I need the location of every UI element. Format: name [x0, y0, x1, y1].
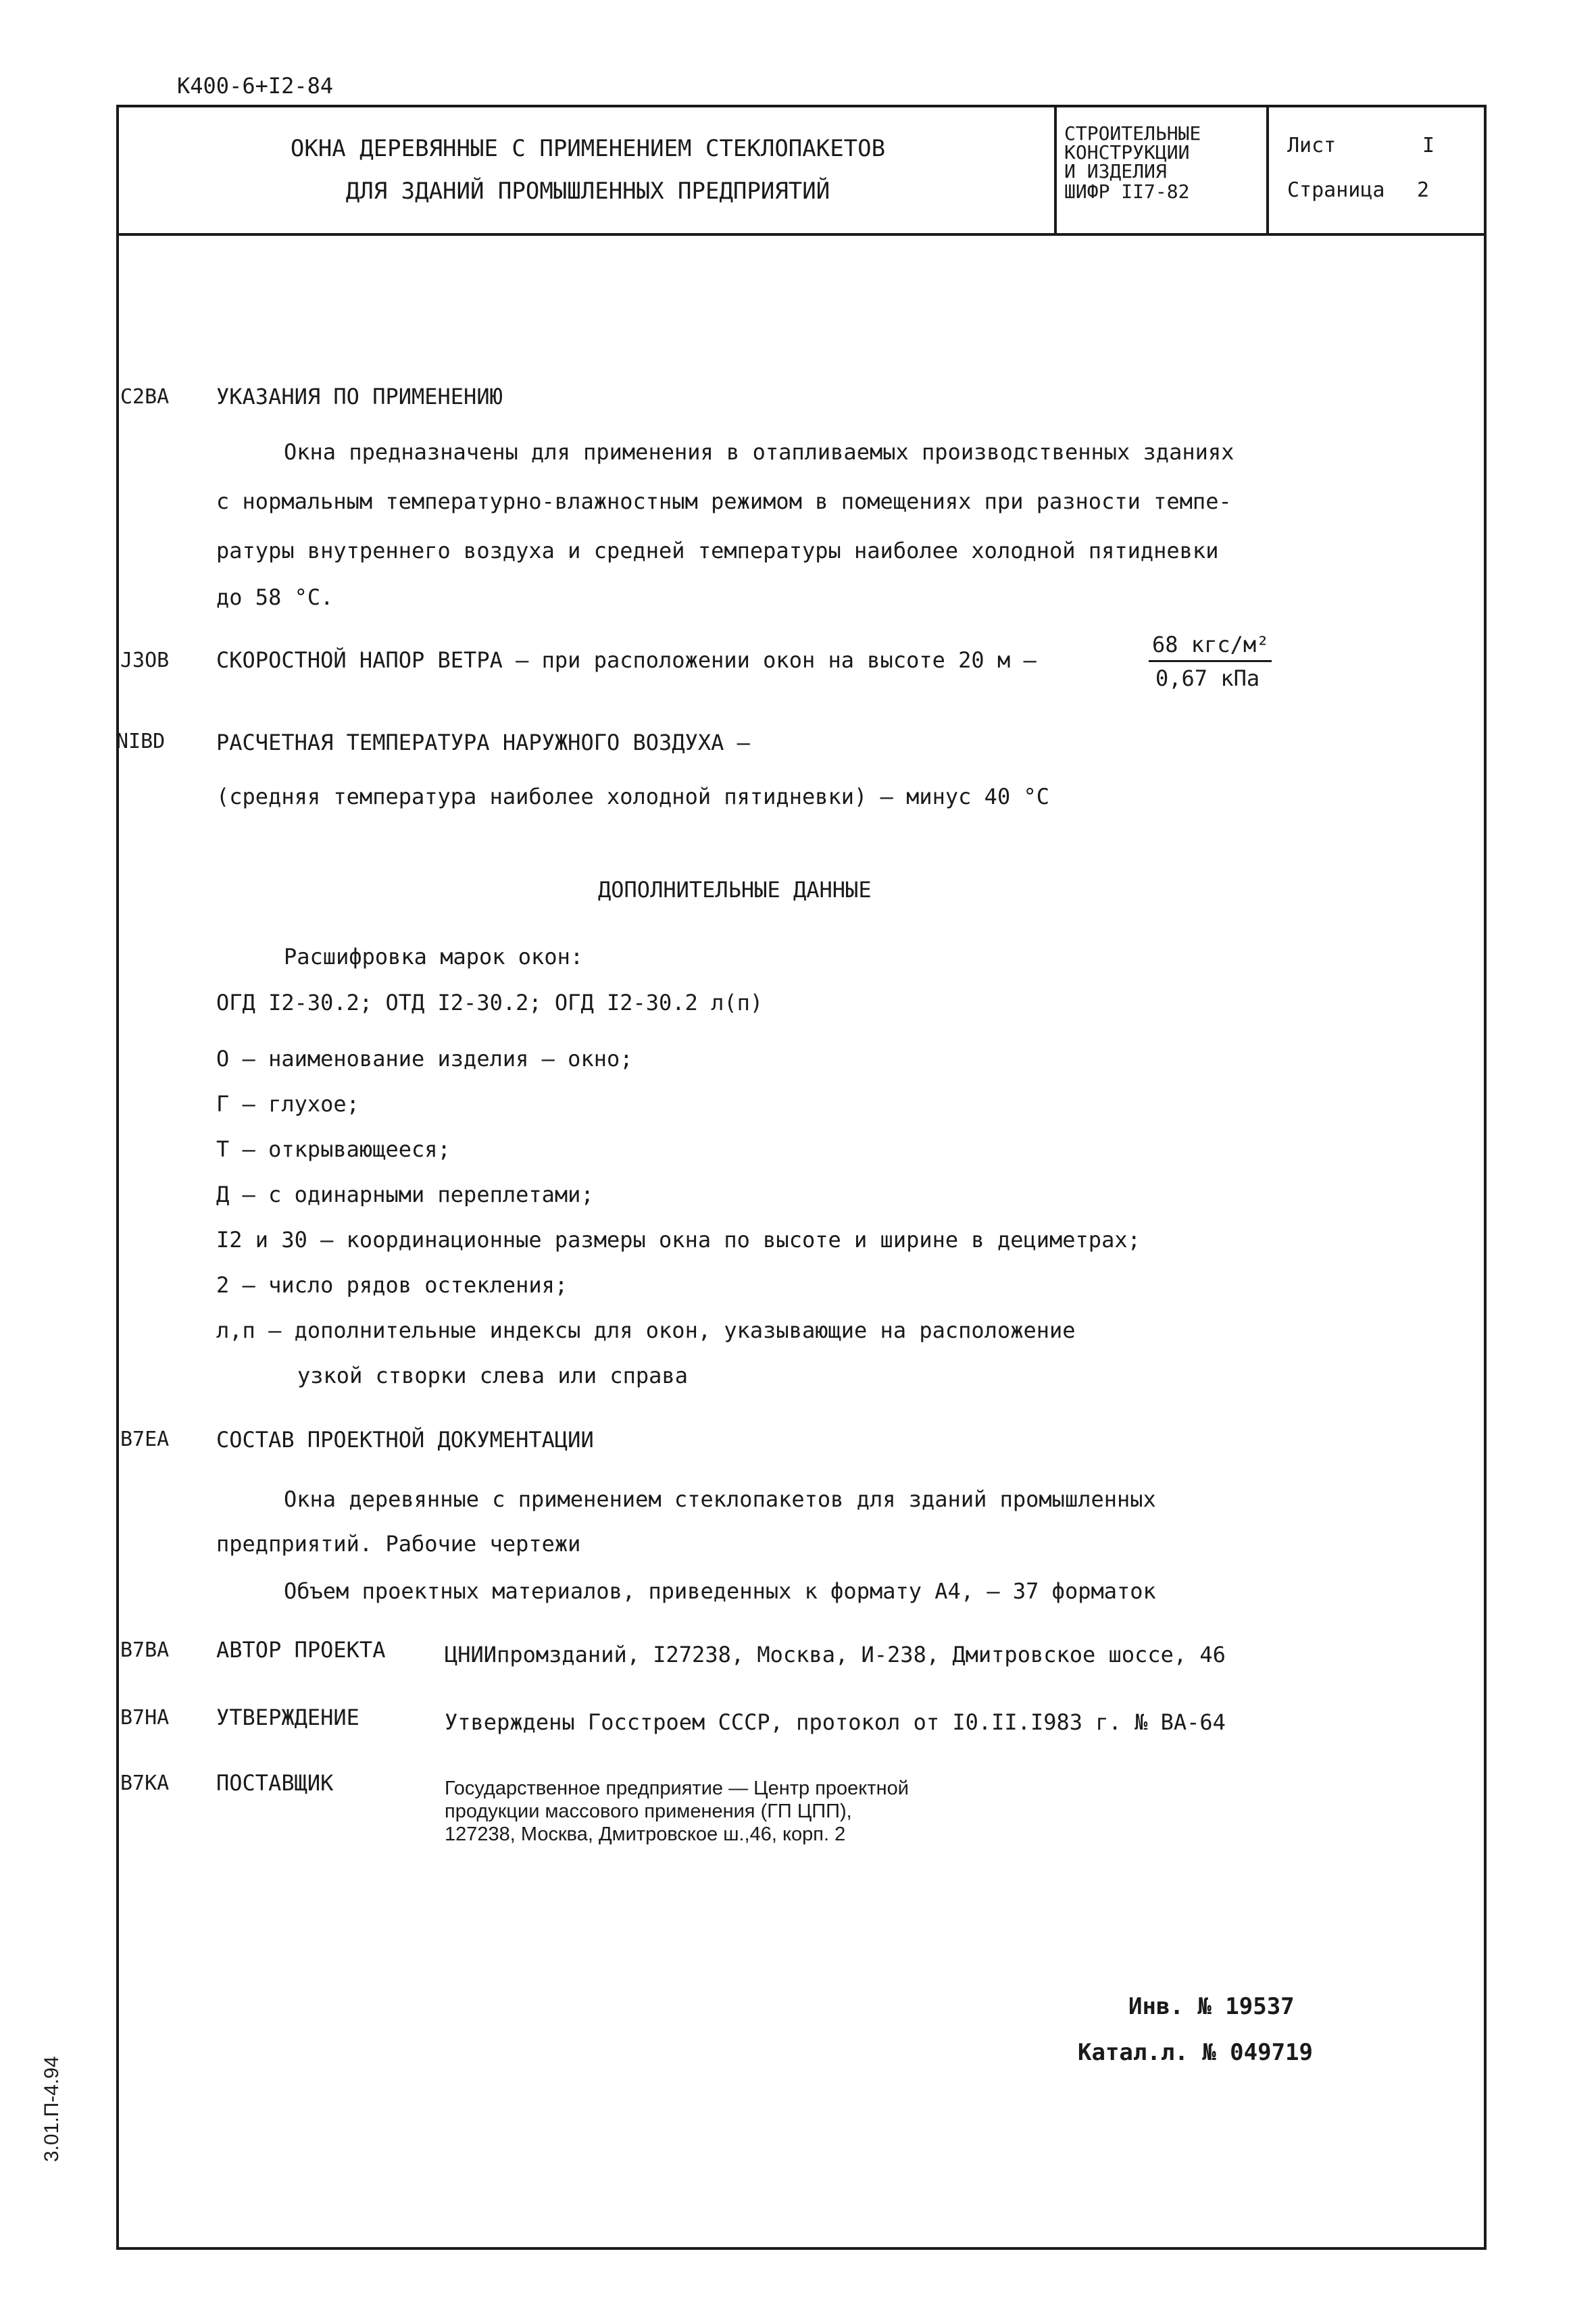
series-line1: СТРОИТЕЛЬНЫЕ	[1064, 122, 1201, 145]
list-item: Г – глухое;	[216, 1091, 359, 1117]
series-line4: ШИФР II7-82	[1064, 180, 1190, 203]
paragraph-line: с нормальным температурно-влажностным режимом в помещениях при разности темпе-	[216, 488, 1232, 514]
series-line3: И ИЗДЕЛИЯ	[1064, 160, 1167, 182]
field-label: АВТОР ПРОЕКТА	[216, 1637, 386, 1663]
header-divider-vertical	[1054, 105, 1057, 234]
paragraph-line: до 58 °С.	[216, 584, 334, 610]
paragraph-line: Окна деревянные с применением стеклопакетов для зданий промышленных	[284, 1486, 1156, 1512]
list-item: Д – с одинарными переплетами;	[216, 1182, 594, 1207]
wind-value-numerator: 68 кгс/м²	[1152, 632, 1270, 657]
side-document-code: 3.01.П-4.94	[41, 2056, 63, 2162]
section-code: B7EA	[120, 1428, 170, 1451]
field-value: Утверждены Госстроем СССР, протокол от I0.II.I983 г. № ВА-64	[445, 1709, 1226, 1735]
field-label: ПОСТАВЩИК	[216, 1770, 334, 1796]
paragraph-line: предприятий. Рабочие чертежи	[216, 1531, 581, 1557]
paragraph-line: (средняя температура наиболее холодной пятидневки) – минус 40 °С	[216, 784, 1049, 809]
header-title-line2: ДЛЯ ЗДАНИЙ ПРОМЫШЛЕННЫХ ПРЕДПРИЯТИЙ	[345, 178, 830, 205]
section-code: B7BA	[120, 1638, 170, 1662]
header-divider-vertical	[1266, 105, 1269, 234]
list-item: 2 – число рядов остекления;	[216, 1272, 568, 1298]
paragraph-line: Объем проектных материалов, приведенных к формату А4, – 37 форматок	[284, 1578, 1156, 1604]
section-title: УКАЗАНИЯ ПО ПРИМЕНЕНИЮ	[216, 384, 503, 409]
list-item-continuation: узкой створки слева или справа	[297, 1363, 688, 1388]
document-code: К400-6+I2-84	[177, 73, 334, 99]
page-value: 2	[1417, 178, 1430, 202]
series-line2: КОНСТРУКЦИИ	[1064, 141, 1190, 164]
section-code: C2BA	[120, 385, 170, 409]
section-code: NIBD	[116, 730, 166, 753]
section-title: СОСТАВ ПРОЕКТНОЙ ДОКУМЕНТАЦИИ	[216, 1427, 594, 1453]
paragraph-line: Окна предназначены для применения в отапливаемых производственных зданиях	[284, 439, 1235, 465]
list-item: I2 и 30 – координационные размеры окна по высоте и ширине в дециметрах;	[216, 1227, 1141, 1253]
fraction-bar	[1149, 660, 1272, 662]
supplier-line: Государственное предприятие — Центр проектной	[445, 1778, 909, 1799]
header-title-line1: ОКНА ДЕРЕВЯННЫЕ С ПРИМЕНЕНИЕМ СТЕКЛОПАКЕТОВ	[290, 135, 886, 162]
list-item: Т – открывающееся;	[216, 1136, 451, 1162]
paragraph-line: ратуры внутреннего воздуха и средней температуры наиболее холодной пятидневки	[216, 538, 1219, 563]
field-value: ЦНИИпромзданий, I27238, Москва, И-238, Дмитровское шоссе, 46	[445, 1642, 1226, 1667]
catalog-number: Катал.л. № 049719	[1078, 2039, 1313, 2066]
decode-title: Расшифровка марок окон:	[284, 944, 584, 970]
section-title: ДОПОЛНИТЕЛЬНЫЕ ДАННЫЕ	[598, 877, 872, 903]
section-code: B7HA	[120, 1706, 170, 1730]
sheet-value: I	[1422, 134, 1435, 157]
list-item: л,п – дополнительные индексы для окон, указывающие на расположение	[216, 1317, 1076, 1343]
page-frame	[116, 105, 1487, 2250]
wind-text: СКОРОСТНОЙ НАПОР ВЕТРА – при расположении окон на высоте 20 м –	[216, 647, 1037, 673]
section-code: B7KA	[120, 1771, 170, 1795]
sheet-label: Лист	[1287, 134, 1337, 157]
supplier-address	[445, 1777, 1039, 1846]
header-divider	[116, 233, 1487, 236]
field-label: УТВЕРЖДЕНИЕ	[216, 1705, 359, 1730]
wind-value-denominator: 0,67 кПа	[1155, 665, 1260, 691]
section-title: РАСЧЕТНАЯ ТЕМПЕРАТУРА НАРУЖНОГО ВОЗДУХА –	[216, 730, 750, 755]
inventory-number: Инв. № 19537	[1128, 1993, 1295, 2020]
supplier-line: 127238, Москва, Дмитровское ш.,46, корп. 2	[445, 1823, 846, 1845]
list-item: О – наименование изделия – окно;	[216, 1046, 633, 1072]
window-marks: ОГД I2-30.2; ОТД I2-30.2; ОГД I2-30.2 л(п)	[216, 990, 764, 1015]
section-code: J3OB	[120, 649, 170, 672]
supplier-line: продукции массового применения (ГП ЦПП),	[445, 1801, 852, 1822]
page-label: Страница	[1287, 178, 1385, 202]
